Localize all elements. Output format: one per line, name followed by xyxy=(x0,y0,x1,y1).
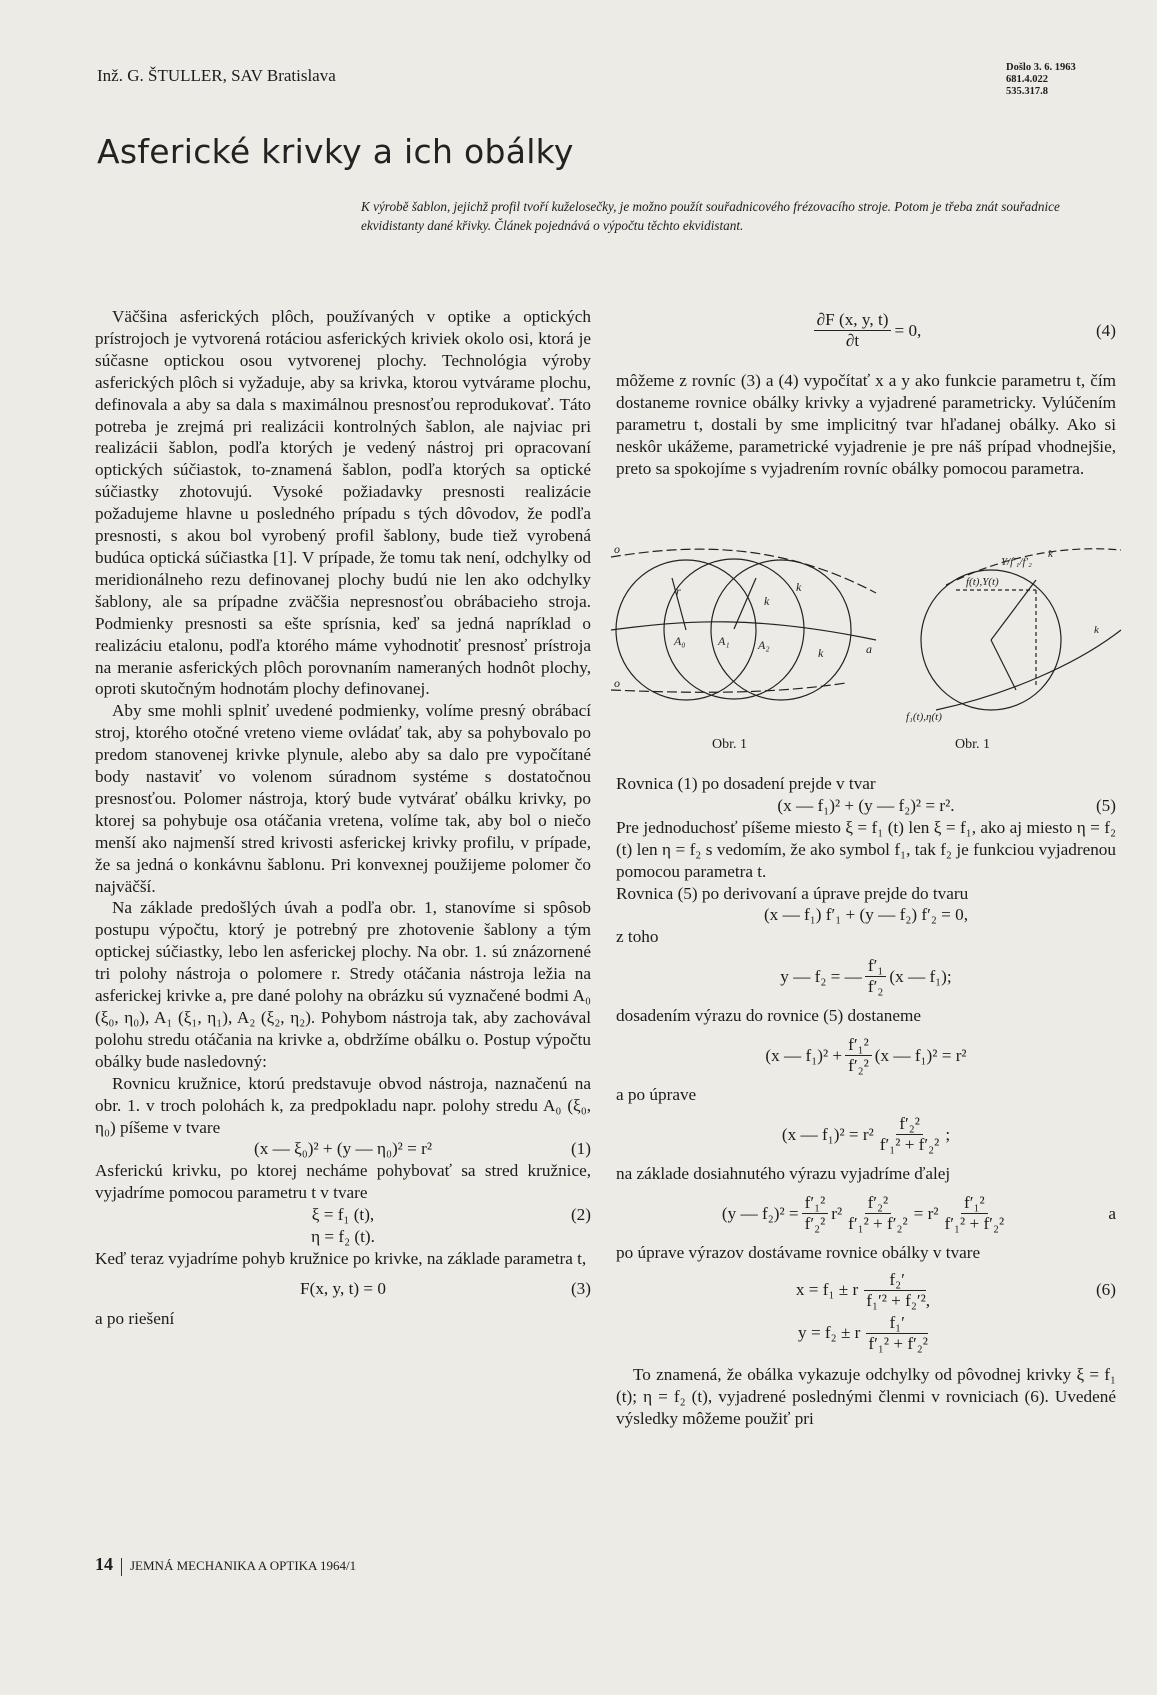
paragraph: To znamená, že obálka vykazuje odchylky od pôvodnej krivky ξ = f₁ (t); η = f₂ (t), vyjadrené poslednými členmi v rovniciach (6). Uvedené výsledky môžeme použiť pri xyxy=(616,1364,1116,1428)
equation-number: (1) xyxy=(570,1139,591,1159)
equation-2b: η = f₂ (t). xyxy=(311,1227,375,1247)
figure-caption-right: Obr. 1 xyxy=(955,737,990,752)
figure-1-right xyxy=(921,549,1121,710)
equation-y-minus-f2: y — f₂ = — $\frac{\text{f′₁}}{\text{f′₂}}$ (x — f₁); xyxy=(780,956,952,997)
equation-3: F(x, y, t) = 0 (3) xyxy=(300,1278,591,1298)
page-footer xyxy=(95,1554,356,1576)
article-title: Asferické krivky a ich obálky xyxy=(97,132,574,171)
svg-text:A₂: A₂ xyxy=(758,638,770,652)
svg-text:k: k xyxy=(764,594,770,608)
svg-text:A₁: A₁ xyxy=(718,634,730,648)
svg-text:Y/f′₁/f′₂: Y/f′₁/f′₂ xyxy=(1001,556,1032,568)
paragraph: z toho xyxy=(616,927,659,947)
paragraph: po úprave výrazov dostávame rovnice obálky v tvare xyxy=(616,1242,981,1262)
svg-text:k: k xyxy=(1094,624,1099,636)
udc-code-2: 535.317.8 xyxy=(1006,86,1048,97)
paragraph: Asferickú krivku, po ktorej necháme pohybovať sa stred kružnice, vyjadríme pomocou parametru t v tvare xyxy=(95,1161,591,1203)
svg-text:f(t),Y(t): f(t),Y(t) xyxy=(966,576,999,588)
paragraph: Pre jednoduchosť píšeme miesto ξ = f₁ (t) len ξ = f₁, ako aj miesto η = f₂ (t) len η = f₂ s vedomím, že ako symbol f₁, tak f₂ je funkciou vyjadrenou pomocou parametra t. xyxy=(616,817,1116,881)
udc-code-1: 681.4.022 xyxy=(1006,74,1048,85)
right-paragraph-1: môžeme z rovníc (3) a (4) vypočítať x a y ako funkcie parametru t, čím dostaneme rovnice obálky krivky a vyjadrené parametricky. Vylúčením parametru t, dostali by sme implicitný tvar hľadanej obálky. Ako si neskôr ukážeme, parametrické vyjadrenie je pre náš prípad vhodnejšie, preto sa spokojíme s vyjadrením rovníc obálky pomocou parametra. xyxy=(616,371,1116,478)
journal-name: JEMNÁ MECHANIKA A OPTIKA 1964/1 xyxy=(130,1558,357,1573)
equation-5: (x — f₁)² + (y — f₂)² = r². (5) xyxy=(777,795,1116,815)
equation-adjusted: (x — f₁)² = r² $\frac{\text{f′₂²}}{\text{f′₁² + f′₂²}}$ ; xyxy=(781,1114,951,1155)
paragraph: dosadením výrazu do rovnice (5) dostaneme xyxy=(616,1006,921,1026)
author-line: Inž. G. ŠTULLER, SAV Bratislava xyxy=(97,66,336,85)
equation-number: (2) xyxy=(570,1205,591,1225)
svg-text:k: k xyxy=(818,646,824,660)
paragraph: na základe dosiahnutého výrazu vyjadríme ďalej xyxy=(616,1164,951,1184)
paragraph: Rovnica (1) po dosadení prejde v tvar xyxy=(616,774,876,793)
left-column xyxy=(95,306,591,1330)
equation-4: $\frac{\partial F (x, y, t)}{\partial t}$ = 0, (4) xyxy=(616,310,1116,351)
paragraph: Keď teraz vyjadríme pohyb kružnice po krivke, na základe parametra t, xyxy=(95,1248,587,1268)
equation-number: (3) xyxy=(570,1278,591,1298)
figure-1-left xyxy=(611,549,876,700)
figure-1-right-labels xyxy=(906,548,1100,723)
figure-1 xyxy=(606,545,1126,735)
svg-text:r: r xyxy=(676,584,681,598)
page-number: 14 xyxy=(95,1554,113,1574)
equation-number: (6) xyxy=(1095,1280,1116,1300)
svg-text:o: o xyxy=(614,676,620,690)
paragraph: Rovnicu kružnice, ktorú predstavuje obvod nástroja, naznačenú na obr. 1. v troch polohách k, za predpokladu napr. polohy stredu A₀ (ξ₀, η₀) píšeme v tvare xyxy=(95,1073,591,1137)
trailing-a: a xyxy=(1108,1203,1116,1223)
figure-caption-left: Obr. 1 xyxy=(712,737,747,752)
received-date: Došlo 3. 6. 1963 xyxy=(1006,62,1076,73)
equation-6-x: x = f₁ ± r $\frac{\text{f₂′}}{\text{f₁′² + f₂′²,}}$ (6) xyxy=(795,1269,1116,1310)
equation-derivative: (x — f₁) f′₁ + (y — f₂) f′₂ = 0, xyxy=(763,905,969,925)
paragraph: Rovnica (5) po derivovaní a úprave prejde do tvaru xyxy=(616,883,969,903)
svg-text:o: o xyxy=(614,545,620,556)
equation-1: (x — ξ₀)² + (y — η₀)² = r² (1) xyxy=(253,1139,591,1159)
svg-text:A₀: A₀ xyxy=(674,634,686,648)
equation-2a: ξ = f₁ (t), (2) xyxy=(311,1205,591,1225)
received-info xyxy=(1006,62,1076,98)
equation-number: (5) xyxy=(1095,795,1116,815)
figure-1-left-labels xyxy=(614,545,872,690)
equation-6-y: y = f₂ ± r $\frac{\text{f₁′}}{\text{f′₁² + f′₂²}}$ xyxy=(798,1312,928,1353)
svg-text:k: k xyxy=(796,580,802,594)
equation-y-squared: (y — f₂)² = $\frac{\text{f′₁²}}{\text{f′₂²}}$ r² $\frac{\text{f′₂²}}{\text{f′₁² + f′₂²}}$ = r² $\frac{\text{f′₁²}}{\text{f′₁² + f′₂²}}$ a xyxy=(721,1192,1116,1233)
svg-text:k: k xyxy=(1048,548,1053,560)
paragraph: a po riešení xyxy=(95,1308,175,1328)
right-column-lower xyxy=(616,773,1116,1430)
paragraph: Aby sme mohli splniť uvedené podmienky, volíme presný obrábací stroj, ktorého otočné vreteno vieme ovládať tak, aby sa pohybovalo po predom stanovenej krivke plynule, alebo aby sa dalo pre vypočítané body nastaviť vo volenom súradnom systéme s dostatočnou presnosťou. Polomer nástroja, ktorý bude vytvárať obálku krivky, po ktorej sa pohybuje osa otáčania vretena, volíme tak, aby bol o niečo menší ako najmenší stred krivosti asferickej krivky profilu, v prípade, že sa jedná o konkávnu šablonu. Pri konvexnej použijeme polomer čo najväčší. xyxy=(95,701,591,896)
paragraph: Väčšina asferických plôch, používaných v optike a optických prístrojoch je vytvorená rotáciou asferických kriviek okolo osi, ktorá je súčasne optickou osou vytvorenej plochy. Technológia výroby asferických plôch si vyžaduje, aby sa krivka, ktorou vytvárame plochu, definovala a aby sa dala s maximálnou presnosťou reprodukovať. Táto potreba je zrejmá pri realizácii kontrolných šablon, ale najviac pri realizácii šablon, podľa ktorých je vedený nástroj pri opracovaní optických súčiastok, to-znamená šablon, podľa ktorých sa optické súčiastky zhotovujú. Vysoké požiadavky presnosti realizácie požadujeme hlavne u posledného prípadu s tých dôvodov, že podľa presnosti, s akou bol vyrobený profil šablony, bude tiež vyrobená budúca optická súčiastka [1]. V prípade, že tomu tak není, odchylky od meridionálneho rezu definovanej plochy budú nie len ako odchylky šablony, ale sa prípadne zväčšia nepresnosťou obrábacieho stroja. Podmienky presnosti sa ešte sprísnia, keď sa jedná napríklad o realizáciu etalonu, podľa ktorého máme vyhodnotiť presnosť prístroja na meranie asferických plôch porovnaním nameraných hodnôt plochy, oproti skutočným hodnotám plochy definovanej. xyxy=(95,307,591,699)
paragraph: Na základe predošlých úvah a podľa obr. 1, stanovíme si spôsob postupu výpočtu, ktorý je potrebný pre zhotovenie šablony a tým optickej súčiastky, lebo len asferickej plochy. Na obr. 1. sú znázornené tri polohy nástroja o polomere r. Stredy otáčania nástroja ležia na asferickej krivke a, pre dané polohy na obrázku sú vyznačené bodmi A₀ (ξ₀, η₀), A₁ (ξ₁, η₁), A₂ (ξ₂, η₂). Pohybom nástroja tak, aby zachovával polohu stredu otáčania na krivke a, obdržíme obálku o. Postup výpočtu obálky bude nasledovný: xyxy=(95,898,591,1071)
equation-number: (4) xyxy=(1095,320,1116,340)
equation-substituted: (x — f₁)² + $\frac{\text{f′₁²}}{\text{f′₂²}}$ (x — f₁)² = r² xyxy=(765,1035,967,1076)
svg-text:f₁(t),η(t): f₁(t),η(t) xyxy=(906,711,942,723)
svg-text:a: a xyxy=(866,642,872,656)
footer-divider xyxy=(121,1558,122,1576)
paragraph: a po úprave xyxy=(616,1085,697,1105)
abstract: K výrobě šablon, jejichž profil tvoří kuželosečky, je možno použít souřadnicového frézovacího stroje. Potom je třeba znát souřadnice ekvidistanty dané křivky. Článek pojednává o výpočtu těchto ekvidistant. xyxy=(361,199,1060,233)
